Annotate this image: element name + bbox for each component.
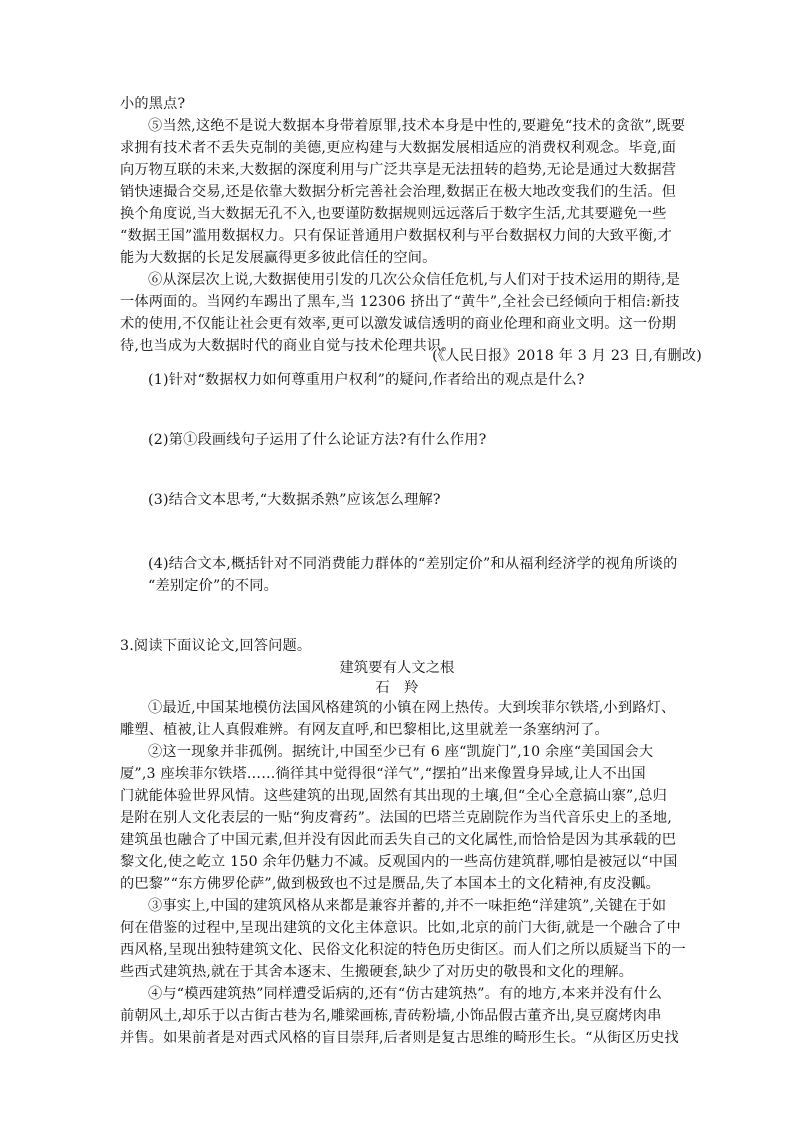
question-2: (2)第①段画线句子运用了什么论证方法?有什么作用? [148,432,487,448]
paragraph-line: 销快速撮合交易,还是依靠大数据分析完善社会治理,数据正在极大地改变我们的生活。但 [120,184,677,200]
paragraph-line: ④与“模西建筑热”同样遭受诟病的,还有“仿古建筑热”。有的地方,本来并没有什么 [148,986,663,1002]
source-citation: (《人民日报》2018 年 3 月 23 日,有删改) [432,348,702,364]
paragraph-line: 的巴黎”“东方佛罗伦萨”,做到极致也不过是赝品,失了本国本土的文化精神,有皮没瓤。 [120,876,661,892]
paragraph-line: 何在借鉴的过程中,呈现出建筑的文化主体意识。比如,北京的前门大街,就是一个融合了中 [120,920,681,936]
paragraph-line: 门就能体验世界风情。这些建筑的出现,固然有其出现的土壤,但“全心全意搞山寨”,总归 [120,788,667,804]
question-1: (1)针对“数据权力如何尊重用户权利”的疑问,作者给出的观点是什么? [148,372,585,388]
paragraph-line: 一体两面的。当网约车踢出了黑车,当 12306 挤出了“黄牛”,全社会已经倾向于相信:新技 [120,294,680,310]
paragraph-line: 待,也当成为大数据时代的商业自觉与技术伦理共识。 [120,338,456,354]
paragraph-line: 厦”,3 座埃菲尔铁塔……徜徉其中觉得很“洋气”,“摆拍”出来像置身异域,让人不出国 [120,766,646,782]
question-4-continued: “差别定价”的不同。 [148,578,279,594]
section-heading: 3.阅读下面议论文,回答问题。 [120,638,312,654]
paragraph-line: 黎文化,使之屹立 150 余年仍魅力不减。反观国内的一些高仿建筑群,哪怕是被冠以“中国 [120,854,678,870]
paragraph-line: 西风格,呈现出独特建筑文化、民俗文化积淀的特色历史街区。而人们之所以质疑当下的一 [120,942,686,958]
paragraph-line: 能为大数据的长足发展赢得更多彼此信任的空间。 [120,250,437,266]
paragraph-line: 小的黑点? [120,96,186,112]
question-4: (4)结合文本,概括针对不同消费能力群体的“差别定价”和从福利经济学的视角所谈的 [148,556,678,572]
paragraph-line: 求拥有技术者不丢失克制的美德,更应构建与大数据发展相适应的消费权利观念。毕竟,面 [120,140,677,156]
paragraph-line: 前朝风土,却乐于以古街古巷为名,雕梁画栋,青砖粉墙,小饰品假古董齐出,臭豆腐烤肉串 [120,1008,662,1024]
paragraph-line: ③事实上,中国的建筑风格从来都是兼容并蓄的,并不一味拒绝“洋建筑”,关键在于如 [148,898,667,914]
paragraph-line: “数据王国”滥用数据权力。只有保证普通用户数据权利与平台数据权力间的大致平衡,才 [120,228,672,244]
paragraph-line: 雕塑、植被,让人真假难辨。有网友直呼,和巴黎相比,这里就差一条塞纳河了。 [120,722,609,738]
paragraph-line: 是附在别人文化表层的一贴“狗皮膏药”。法国的巴塔兰克剧院作为当代音乐史上的圣地, [120,810,672,826]
paragraph-line: 向万物互联的未来,大数据的深度利用与广泛共享是无法扭转的趋势,无论是通过大数据营 [120,162,677,178]
paragraph-line: 建筑虽也融合了中国元素,但并没有因此而丢失自己的文化属性,而恰恰是因为其承载的巴 [120,832,677,848]
paragraph-line: ②这一现象并非孤例。据统计,中国至少已有 6 座“凯旋门”,10 余座“美国国会大 [148,744,654,760]
paragraph-line: 术的使用,不仅能让社会更有效率,更可以激发诚信透明的商业伦理和商业文明。这一份期 [120,316,677,332]
paragraph-line: 些西式建筑热,就在于其舍本逐末、生搬硬套,缺少了对历史的敬畏和文化的理解。 [120,964,633,980]
article-title: 建筑要有人文之根 [339,660,455,676]
article-author: 石 羚 [375,680,419,696]
paragraph-line: ⑤当然,这绝不是说大数据本身带着原罪,技术本身是中性的,要避免“技术的贪欲”,既要 [148,118,686,134]
question-3: (3)结合文本思考,“大数据杀熟”应该怎么理解? [148,492,441,508]
paragraph-line: 换个角度说,当大数据无孔不入,也要谨防数据规则远远落后于数字生活,尤其要避免一些 [120,206,667,222]
paragraph-line: ①最近,中国某地模仿法国风格建筑的小镇在网上热传。大到埃菲尔铁塔,小到路灯、 [148,700,676,716]
paragraph-line: 并售。如果前者是对西式风格的盲目崇拜,后者则是复古思维的畸形生长。“从街区历史找 [120,1030,679,1046]
paragraph-line: ⑥从深层次上说,大数据使用引发的几次公众信任危机,与人们对于技术运用的期待,是 [148,272,681,288]
